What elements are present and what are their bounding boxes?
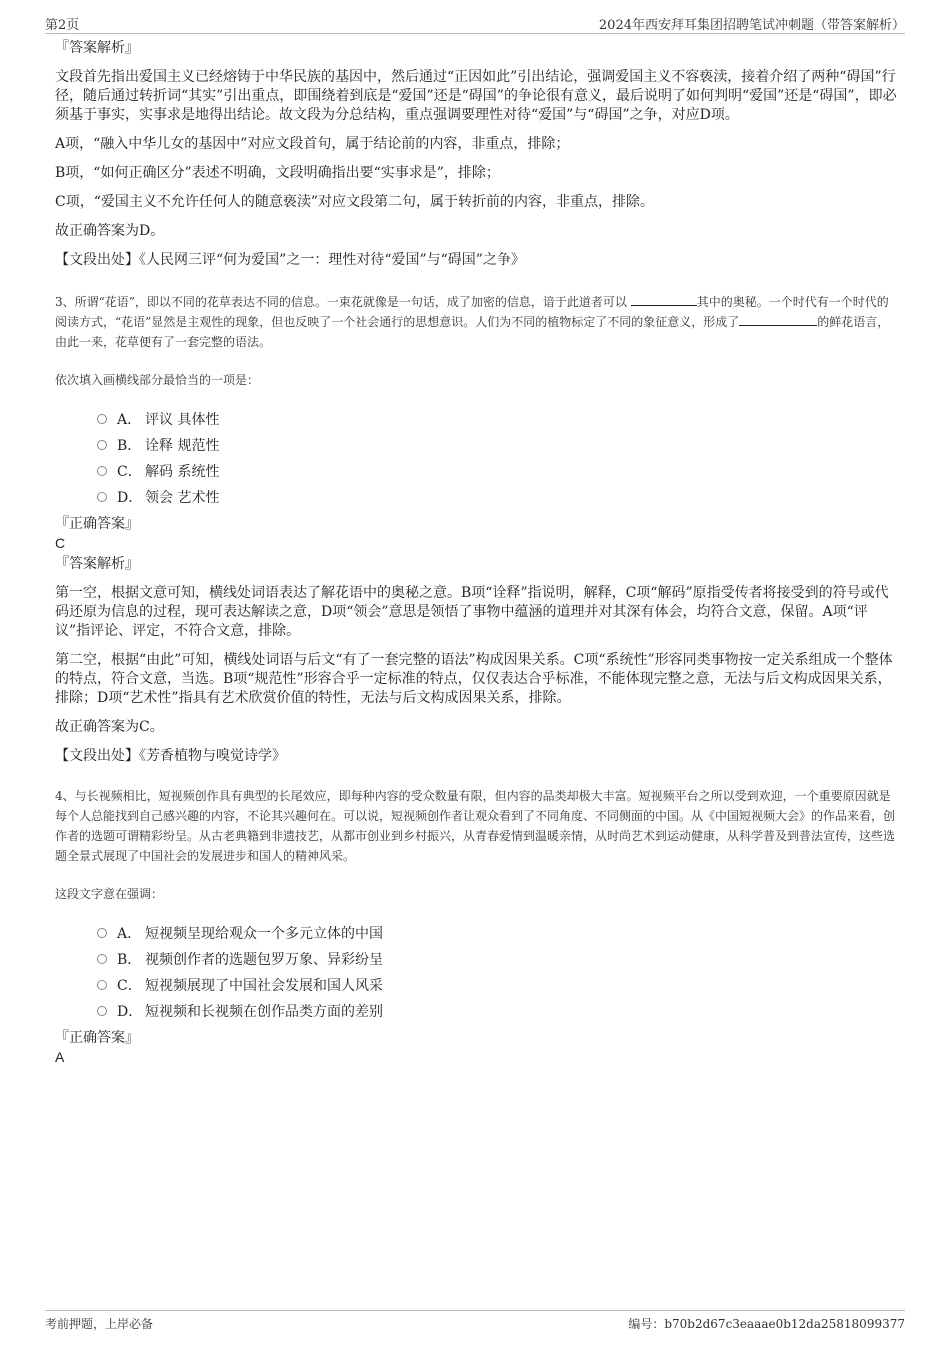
option-letter: B． bbox=[117, 952, 142, 968]
analysis-paragraph: 文段首先指出爱国主义已经熔铸于中华民族的基因中，然后通过“正因如此”引出结论，强调爱国主义不容亵渎，接着介绍了两种“碍国”行径，随后通过转折词“其实”引出重点，即围绕着到底是“爱国”还是“碍国”的争论很有意义，最后说明了如何判明“爱国”还是“碍国”，即必须基于事实，实事求是地得出结论。故文段为分总结构，重点强调要理性对待“爱国”与“碍国”之争，对应D项。 bbox=[55, 69, 897, 123]
question-text: 4、与长视频相比，短视频创作具有典型的长尾效应，即每种内容的受众数量有限，但内容的品类却极大丰富。短视频平台之所以受到欢迎，一个重要原因就是每个人总能找到自己感兴趣的内容，不论其兴趣何在。可以说，短视频创作者让观众看到了不同角度、不同侧面的中国。从《中国短视频大会》的作品来看，创作者的选题可谓精彩纷呈。从古老典籍到非遗技艺，从都市创业到乡村振兴，从青春爱情到温暖亲情，从时尚艺术到运动健康，从科学普及到普法宣传，这些选题全景式展现了中国社会的发展进步和国人的精神风采。 bbox=[55, 789, 896, 863]
option-letter: C． bbox=[117, 464, 142, 480]
analysis-conclusion: 故正确答案为C。 bbox=[55, 719, 164, 735]
radio-icon[interactable] bbox=[97, 1006, 107, 1016]
option-d[interactable] bbox=[97, 998, 900, 1024]
document-serial: 编号：b70b2d67c3eaaae0b12da25818099377 bbox=[628, 1317, 905, 1331]
option-text: 诠释 规范性 bbox=[145, 438, 220, 454]
option-text: 视频创作者的选题包罗万象、异彩纷呈 bbox=[145, 952, 383, 968]
correct-answer: C bbox=[55, 535, 66, 551]
option-b[interactable] bbox=[97, 946, 900, 972]
option-text: 领会 艺术性 bbox=[145, 490, 220, 506]
passage-source: 【文段出处】《人民网三评“何为爱国”之一：理性对待“爱国”与“碍国”之争》 bbox=[55, 252, 525, 268]
analysis-paragraph: 第一空，根据文意可知，横线处词语表达了解花语中的奥秘之意。B项“诠释”指说明，解释，C项“解码”原指受传者将接受到的符号或代码还原为信息的过程，现可表达解读之意，D项“领会”意思是领悟了事物中蕴涵的道理并对其深有体会，均符合文意，保留。A项“评议”指评论、评定，不符合文意，排除。 bbox=[55, 585, 889, 639]
radio-icon[interactable] bbox=[97, 928, 107, 938]
passage-source: 【文段出处】《芳香植物与嗅觉诗学》 bbox=[55, 748, 286, 764]
question-text bbox=[55, 292, 900, 352]
page-header bbox=[45, 14, 905, 34]
option-c[interactable] bbox=[97, 972, 900, 998]
document-title: 2024年西安拜耳集团招聘笔试冲刺题（带答案解析） bbox=[598, 18, 905, 33]
radio-icon[interactable] bbox=[97, 414, 107, 424]
option-b[interactable] bbox=[97, 432, 900, 458]
question-stem: 依次填入画横线部分最恰当的一项是： bbox=[55, 373, 260, 387]
analysis-paragraph: 第二空，根据“由此”可知，横线处词语与后文“有了一套完整的语法”构成因果关系。C项“系统性”形容同类事物按一定关系组成一个整体的特点，符合文意，当选。B项“规范性”形容合乎一定标准的特点，仅仅表达合乎标准，不能体现完整之意，无法与后文构成因果关系，排除；D项“艺术性”指具有艺术欣赏价值的特性，无法与后文构成因果关系，排除。 bbox=[55, 652, 893, 706]
option-letter: D． bbox=[117, 1004, 143, 1020]
option-a[interactable] bbox=[97, 406, 900, 432]
question-4 bbox=[55, 786, 900, 1066]
option-list bbox=[97, 920, 900, 1024]
page-content bbox=[55, 38, 900, 1066]
radio-icon[interactable] bbox=[97, 492, 107, 502]
answer-tag: 『正确答案』 bbox=[55, 516, 139, 532]
correct-answer: A bbox=[55, 1049, 65, 1065]
page-number: 第2页 bbox=[45, 18, 80, 33]
analysis-tag: 『答案解析』 bbox=[55, 556, 139, 572]
question-text-part: 其中的奥秘。一个时代有一个时代的阅读方式，“花语”显然是主观性的现象，但也反映了一个社会通行的思想意识。人们为不同的植物标定了不同的象征意义，形成了 bbox=[55, 295, 889, 329]
option-letter: B． bbox=[117, 438, 142, 454]
option-text: 解码 系统性 bbox=[145, 464, 220, 480]
option-letter: A． bbox=[117, 412, 142, 428]
page-footer bbox=[45, 1310, 905, 1332]
radio-icon[interactable] bbox=[97, 954, 107, 964]
option-text: 评议 具体性 bbox=[145, 412, 220, 428]
analysis-conclusion: 故正确答案为D。 bbox=[55, 223, 165, 239]
answer-tag: 『正确答案』 bbox=[55, 1030, 139, 1046]
radio-icon[interactable] bbox=[97, 980, 107, 990]
option-text: 短视频呈现给观众一个多元立体的中国 bbox=[145, 926, 383, 942]
option-a[interactable] bbox=[97, 920, 900, 946]
option-text: 短视频和长视频在创作品类方面的差别 bbox=[145, 1004, 383, 1020]
option-letter: D． bbox=[117, 490, 143, 506]
analysis-option-b: B项，“如何正确区分”表述不明确，文段明确指出要“实事求是”，排除； bbox=[55, 165, 500, 181]
question-text-part: 的鲜花语言，由此一来，花草便有了一套完整的语法。 bbox=[55, 315, 890, 349]
analysis-option-c: C项，“爱国主义不允许任何人的随意亵渎”对应文段第二句，属于转折前的内容，非重点，排除。 bbox=[55, 194, 655, 210]
option-c[interactable] bbox=[97, 458, 900, 484]
option-letter: C． bbox=[117, 978, 142, 994]
question-3 bbox=[55, 292, 900, 766]
option-letter: A． bbox=[117, 926, 142, 942]
question-stem: 这段文字意在强调： bbox=[55, 887, 164, 901]
footer-slogan: 考前押题，上岸必备 bbox=[45, 1317, 154, 1331]
option-d[interactable] bbox=[97, 484, 900, 510]
analysis-tag: 『答案解析』 bbox=[55, 40, 139, 56]
radio-icon[interactable] bbox=[97, 440, 107, 450]
fill-blank bbox=[631, 294, 697, 306]
option-text: 短视频展现了中国社会发展和国人风采 bbox=[145, 978, 383, 994]
question-text-part: 3、所谓“花语”，即以不同的花草表达不同的信息。一束花就像是一句话，成了加密的信息，谙于此道者可以 bbox=[55, 295, 631, 309]
analysis-option-a: A项，“融入中华儿女的基因中”对应文段首句，属于结论前的内容，非重点，排除； bbox=[55, 136, 570, 152]
question-2-analysis bbox=[55, 38, 900, 270]
fill-blank bbox=[739, 314, 817, 326]
option-list bbox=[97, 406, 900, 510]
radio-icon[interactable] bbox=[97, 466, 107, 476]
